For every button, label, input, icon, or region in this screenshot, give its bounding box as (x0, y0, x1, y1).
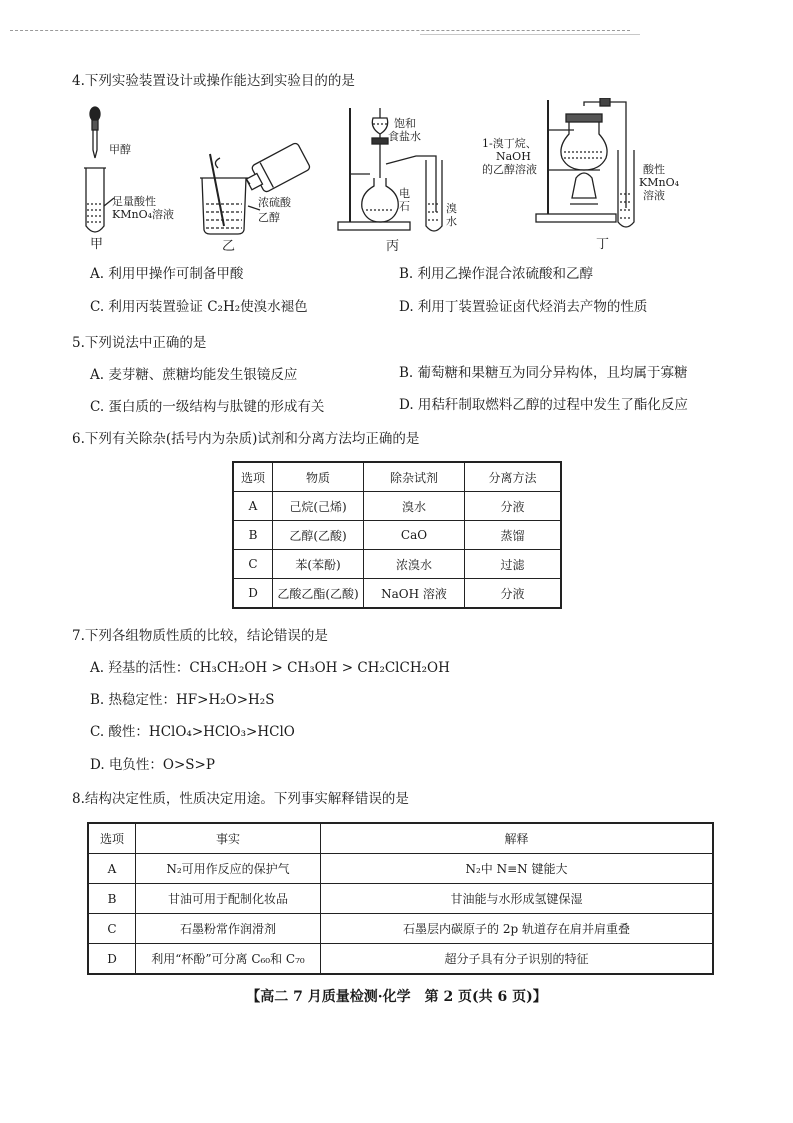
table-row (88, 884, 713, 914)
label-ethanol: 乙醇 (258, 211, 280, 224)
label-carbide-line2: 石 (399, 200, 410, 213)
table-cell: 分液 (465, 579, 562, 609)
label-acidic-kmno4-line3: 溶液 (643, 189, 665, 202)
q5-option-c: C. 蛋白质的一级结构与肽键的形成有关 (90, 399, 325, 415)
question-5-stem: 5.下列说法中正确的是 (72, 335, 207, 351)
apparatus-bing (338, 108, 442, 231)
table-header: 选项 (88, 823, 136, 854)
table-header: 解释 (321, 823, 714, 854)
apparatus-yi (200, 142, 311, 234)
table-cell: 甘油能与水形成氢键保湿 (321, 884, 714, 914)
label-brine-line2: 食盐水 (388, 130, 421, 143)
apparatus-ding (536, 98, 634, 227)
label-kmno4-line1: 足量酸性 (112, 195, 156, 208)
question-7-stem: 7.下列各组物质性质的比较，结论错误的是 (72, 628, 328, 644)
q7-option-a: A. 羟基的活性：CH₃CH₂OH > CH₃OH > CH₂ClCH₂OH (90, 660, 450, 676)
table-cell: 甘油可用于配制化妆品 (136, 884, 321, 914)
table-cell: 乙酸乙酯(乙酸) (273, 579, 364, 609)
table-cell: 石墨粉常作润滑剂 (136, 914, 321, 944)
q4-option-b: B. 利用乙操作混合浓硫酸和乙醇 (399, 266, 594, 282)
q7-option-c: C. 酸性：HClO₄>HClO₃>HClO (90, 724, 295, 740)
label-methanol: 甲醇 (109, 143, 131, 156)
table-cell: 蒸馏 (465, 521, 562, 550)
q7-option-b: B. 热稳定性：HF>H₂O>H₂S (90, 692, 275, 708)
q4-option-a: A. 利用甲操作可制备甲酸 (90, 266, 244, 282)
table-row (233, 492, 561, 521)
q4-option-d: D. 利用丁装置验证卤代烃消去产物的性质 (399, 299, 648, 315)
page-footer: 【高二 7 月质量检测·化学 第 2 页(共 6 页)】 (246, 989, 547, 1005)
table-cell: C (88, 914, 136, 944)
question-6-stem: 6.下列有关除杂(括号内为杂质)试剂和分离方法均正确的是 (72, 431, 420, 447)
table-cell: N₂中 N≡N 键能大 (321, 854, 714, 884)
table-cell: C (233, 550, 273, 579)
caption-bing: 丙 (386, 239, 400, 254)
question-8-stem: 8.结构决定性质，性质决定用途。下列事实解释错误的是 (72, 791, 409, 807)
label-kmno4-line2: KMnO₄溶液 (112, 208, 174, 221)
q5-option-a: A. 麦芽糖、蔗糖均能发生银镜反应 (90, 367, 298, 383)
table-cell: 利用“杯酚”可分离 C₆₀和 C₇₀ (136, 944, 321, 975)
table-row (233, 521, 561, 550)
table-cell: CaO (364, 521, 465, 550)
label-reagent-line2: NaOH (496, 150, 531, 163)
caption-ding: 丁 (596, 237, 610, 252)
label-acidic-kmno4-line1: 酸性 (643, 163, 665, 176)
table-row (233, 579, 561, 609)
table-cell: 溴水 (364, 492, 465, 521)
q4-option-c: C. 利用丙装置验证 C₂H₂使溴水褪色 (90, 299, 308, 315)
label-reagent-line1: 1-溴丁烷、 (482, 137, 537, 150)
table-cell: A (88, 854, 136, 884)
table-cell: NaOH 溶液 (364, 579, 465, 609)
label-bromine-water-line1: 溴 (446, 202, 457, 215)
q6-table (232, 461, 562, 609)
table-cell: 浓溴水 (364, 550, 465, 579)
table-cell: 分液 (465, 492, 562, 521)
table-header: 除杂试剂 (364, 462, 465, 492)
q8-table (87, 822, 714, 975)
table-cell: 过滤 (465, 550, 562, 579)
apparatus-jia (84, 107, 114, 232)
table-row (233, 550, 561, 579)
label-bromine-water-line2: 水 (446, 215, 457, 228)
table-cell: 超分子具有分子识别的特征 (321, 944, 714, 975)
label-brine-line1: 饱和 (394, 117, 416, 130)
table-cell: 石墨层内碳原子的 2p 轨道存在肩并肩重叠 (321, 914, 714, 944)
table-cell: A (233, 492, 273, 521)
label-reagent-line3: 的乙醇溶液 (482, 163, 537, 176)
label-acidic-kmno4-line2: KMnO₄ (639, 176, 679, 189)
caption-yi: 乙 (222, 239, 236, 254)
table-header: 事实 (136, 823, 321, 854)
table-cell: D (88, 944, 136, 975)
table-cell: B (233, 521, 273, 550)
table-header: 选项 (233, 462, 273, 492)
label-conc-sulfuric-acid: 浓硫酸 (258, 196, 291, 209)
label-carbide-line1: 电 (399, 187, 410, 200)
table-cell: B (88, 884, 136, 914)
caption-jia: 甲 (90, 237, 104, 252)
scan-artifact-line (10, 30, 630, 31)
table-header-row (233, 462, 561, 492)
table-header: 分离方法 (465, 462, 562, 492)
q7-option-d: D. 电负性：O>S>P (90, 757, 215, 773)
scan-artifact-line (420, 34, 640, 35)
table-cell: 乙醇(乙酸) (273, 521, 364, 550)
table-row (88, 854, 713, 884)
table-header-row (88, 823, 713, 854)
apparatus-illustration (70, 98, 670, 250)
table-row (88, 944, 713, 975)
q5-option-d: D. 用秸秆制取燃料乙醇的过程中发生了酯化反应 (399, 397, 688, 413)
table-cell: 己烷(己烯) (273, 492, 364, 521)
table-cell: 苯(苯酚) (273, 550, 364, 579)
table-cell: D (233, 579, 273, 609)
question-4-stem: 4.下列实验装置设计或操作能达到实验目的的是 (72, 73, 355, 89)
table-header: 物质 (273, 462, 364, 492)
table-row (88, 914, 713, 944)
q5-option-b: B. 葡萄糖和果糖互为同分异构体，且均属于寡糖 (399, 365, 688, 381)
table-cell: N₂可用作反应的保护气 (136, 854, 321, 884)
